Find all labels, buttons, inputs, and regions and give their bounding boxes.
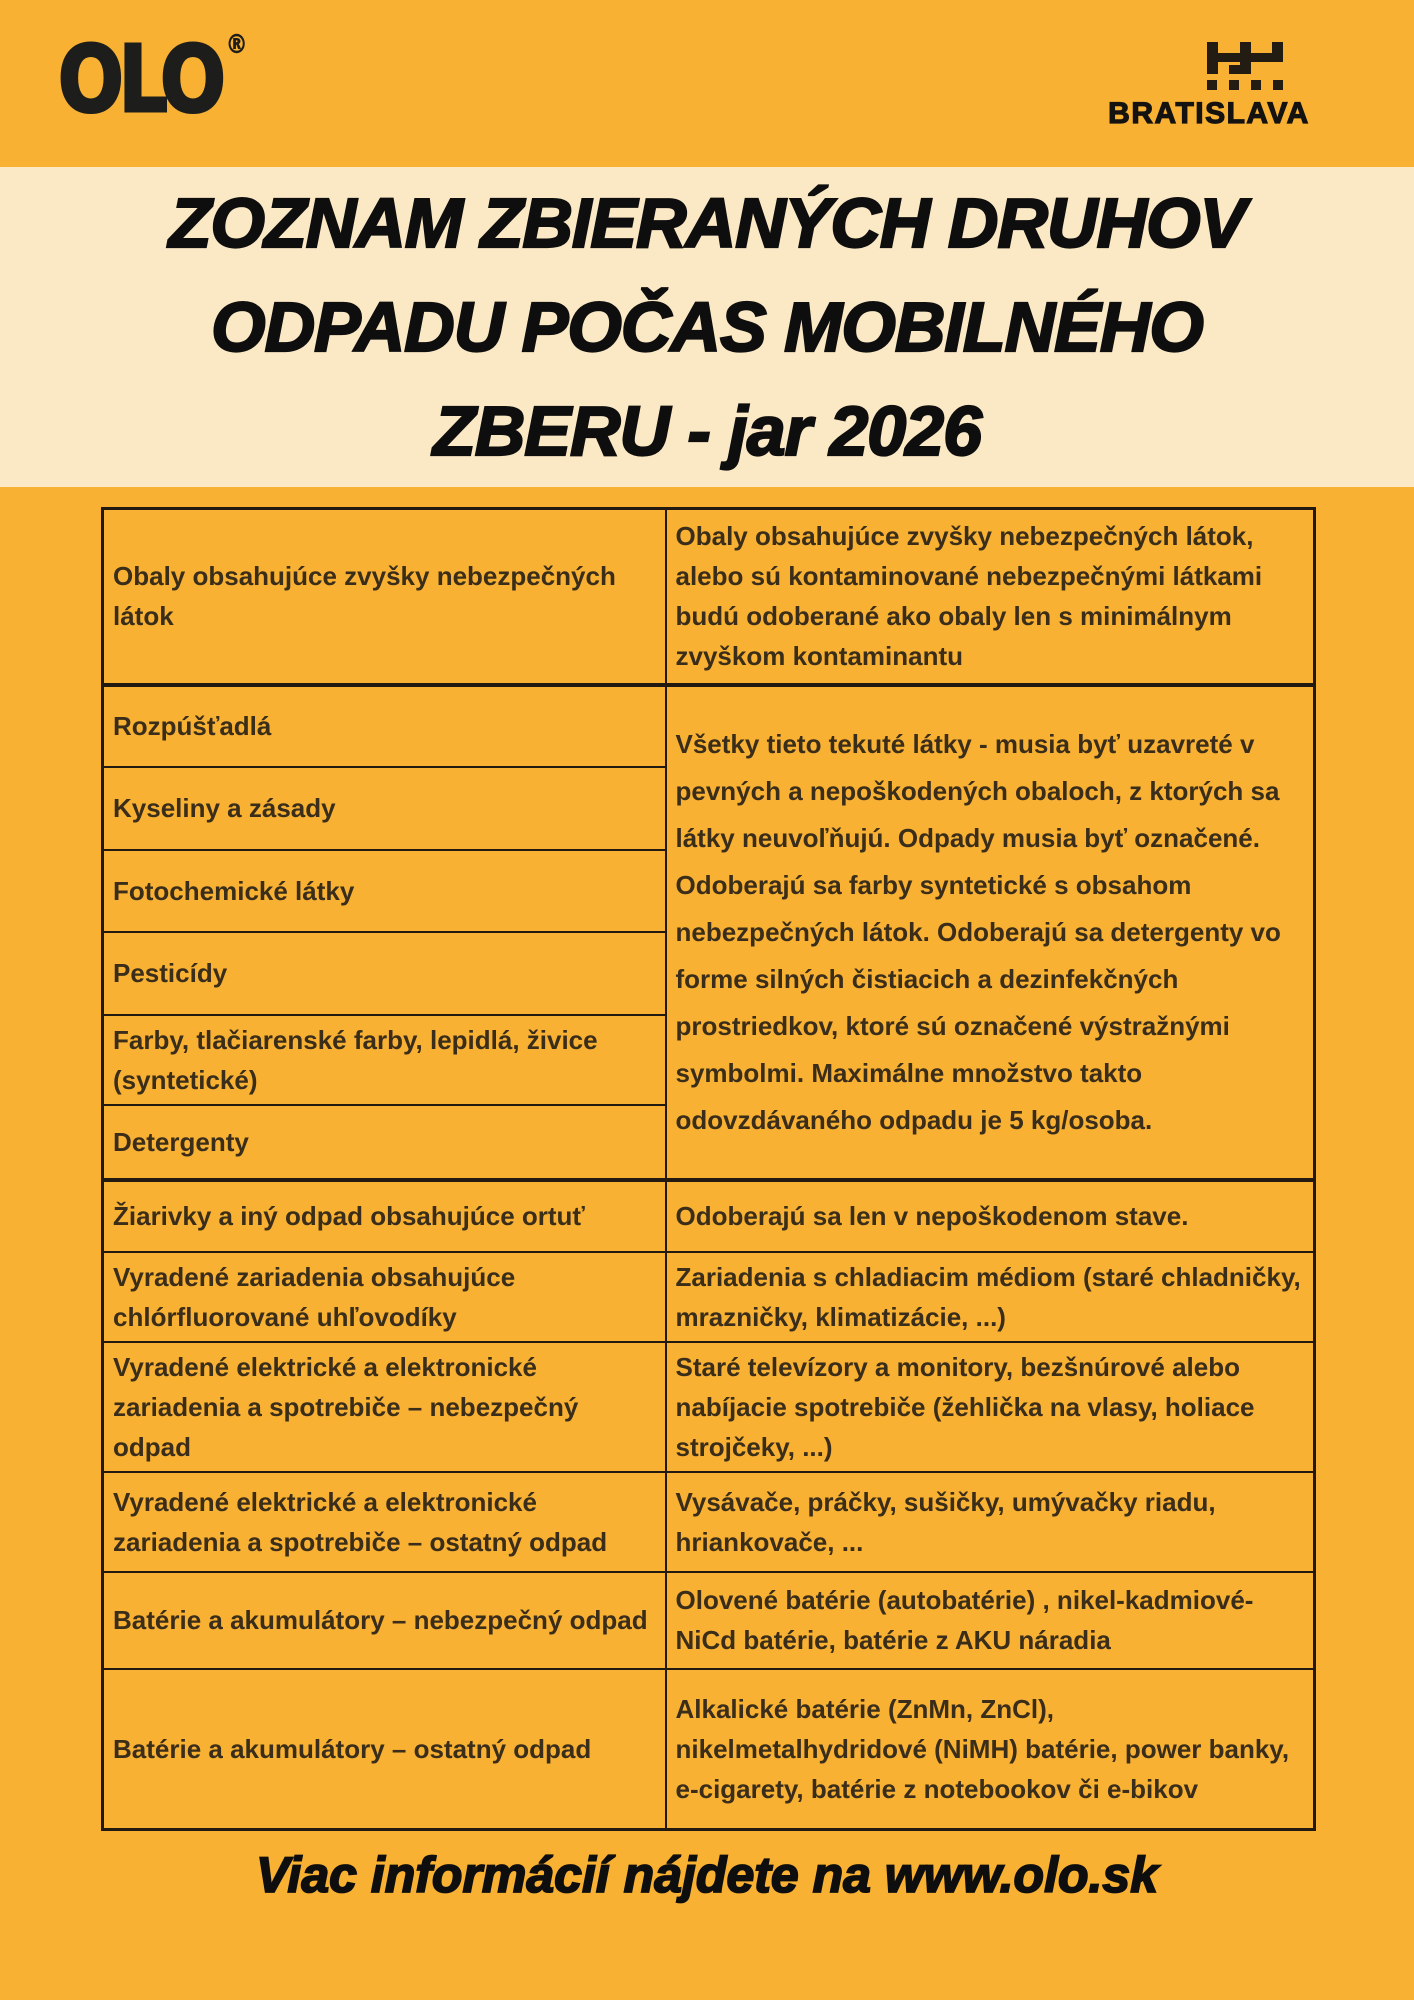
waste-type-cell: Vyradené elektrické a elektronické zariadenia a spotrebiče – nebezpečný odpad (103, 1342, 666, 1472)
footer-info-text: Viac informácií nájdete na www.olo.sk (255, 1847, 1159, 1903)
waste-type-cell: Obaly obsahujúce zvyšky nebezpečných látok (103, 509, 666, 685)
waste-type-cell: Batérie a akumulátory – ostatný odpad (103, 1669, 666, 1830)
waste-description-cell: Olovené batérie (autobatérie) , nikel-kadmiové-NiCd batérie, batérie z AKU náradia (666, 1572, 1315, 1669)
waste-type-cell: Vyradené elektrické a elektronické zariadenia a spotrebiče – ostatný odpad (103, 1472, 666, 1572)
waste-description-cell: Alkalické batérie (ZnMn, ZnCl), nikelmetalhydridové (NiMH) batérie, power banky, e-cigarety, batérie z notebookov či e-bikov (666, 1669, 1315, 1830)
page-title-line-2: ODPADU POČAS MOBILNÉHO (211, 288, 1203, 366)
registered-trademark-icon: ® (225, 30, 248, 60)
olo-logo (58, 26, 248, 133)
waste-type-cell: Rozpúšťadlá (103, 685, 666, 767)
waste-type-cell: Fotochemické látky (103, 850, 666, 932)
waste-type-cell: Žiarivky a iný odpad obsahujúce ortuť (103, 1180, 666, 1252)
waste-type-cell: Kyseliny a zásady (103, 767, 666, 850)
waste-type-cell: Vyradené zariadenia obsahujúce chlórfluorované uhľovodíky (103, 1252, 666, 1342)
waste-type-cell: Pesticídy (103, 932, 666, 1015)
waste-type-cell: Detergenty (103, 1105, 666, 1180)
table-row (103, 1472, 1315, 1572)
page-title-line-3: ZBERU - jar 2026 (432, 392, 982, 470)
waste-description-cell: Zariadenia s chladiacim médiom (staré chladničky, mrazničky, klimatizácie, ...) (666, 1252, 1315, 1342)
title-band (0, 167, 1414, 487)
waste-type-cell: Batérie a akumulátory – nebezpečný odpad (103, 1572, 666, 1669)
waste-description-cell: Obaly obsahujúce zvyšky nebezpečných látok, alebo sú kontaminované nebezpečnými látkami budú odoberané ako obaly len s minimálnym zvyškom kontaminantu (666, 509, 1315, 685)
bratislava-logo (1092, 42, 1326, 131)
table-row (103, 509, 1315, 685)
table-row (103, 1572, 1315, 1669)
table-row (103, 1180, 1315, 1252)
table-row (103, 1669, 1315, 1830)
waste-description-cell-merged: Všetky tieto tekuté látky - musia byť uzavreté v pevných a nepoškodených obaloch, z ktorých sa látky neuvoľňujú. Odpady musia byť označené. Odoberajú sa farby syntetické s obsahom nebezpečných látok. Odoberajú sa detergenty vo forme silných čistiacich a dezinfekčných prostriedkov, ktoré sú označené výstražnými symbolmi. Maximálne množstvo takto odovzdávaného odpadu je 5 kg/osoba. (666, 685, 1315, 1180)
bratislava-castle-icon (1207, 42, 1283, 90)
waste-description-cell: Vysávače, práčky, sušičky, umývačky riadu, hriankovače, ... (666, 1472, 1315, 1572)
waste-description-cell: Odoberajú sa len v nepoškodenom stave. (666, 1180, 1315, 1252)
table-row (103, 1252, 1315, 1342)
olo-logo-text: OLO (58, 26, 221, 133)
waste-description-cell: Staré televízory a monitory, bezšnúrové alebo nabíjacie spotrebiče (žehlička na vlasy, holiace strojčeky, ...) (666, 1342, 1315, 1472)
waste-types-table (101, 507, 1316, 1831)
table-row (103, 685, 1315, 767)
table-row (103, 1342, 1315, 1472)
bratislava-label: BRATISLAVA (1108, 97, 1310, 130)
waste-type-cell: Farby, tlačiarenské farby, lepidlá, živice (syntetické) (103, 1015, 666, 1105)
page-title-line-1: ZOZNAM ZBIERANÝCH DRUHOV (168, 184, 1246, 262)
